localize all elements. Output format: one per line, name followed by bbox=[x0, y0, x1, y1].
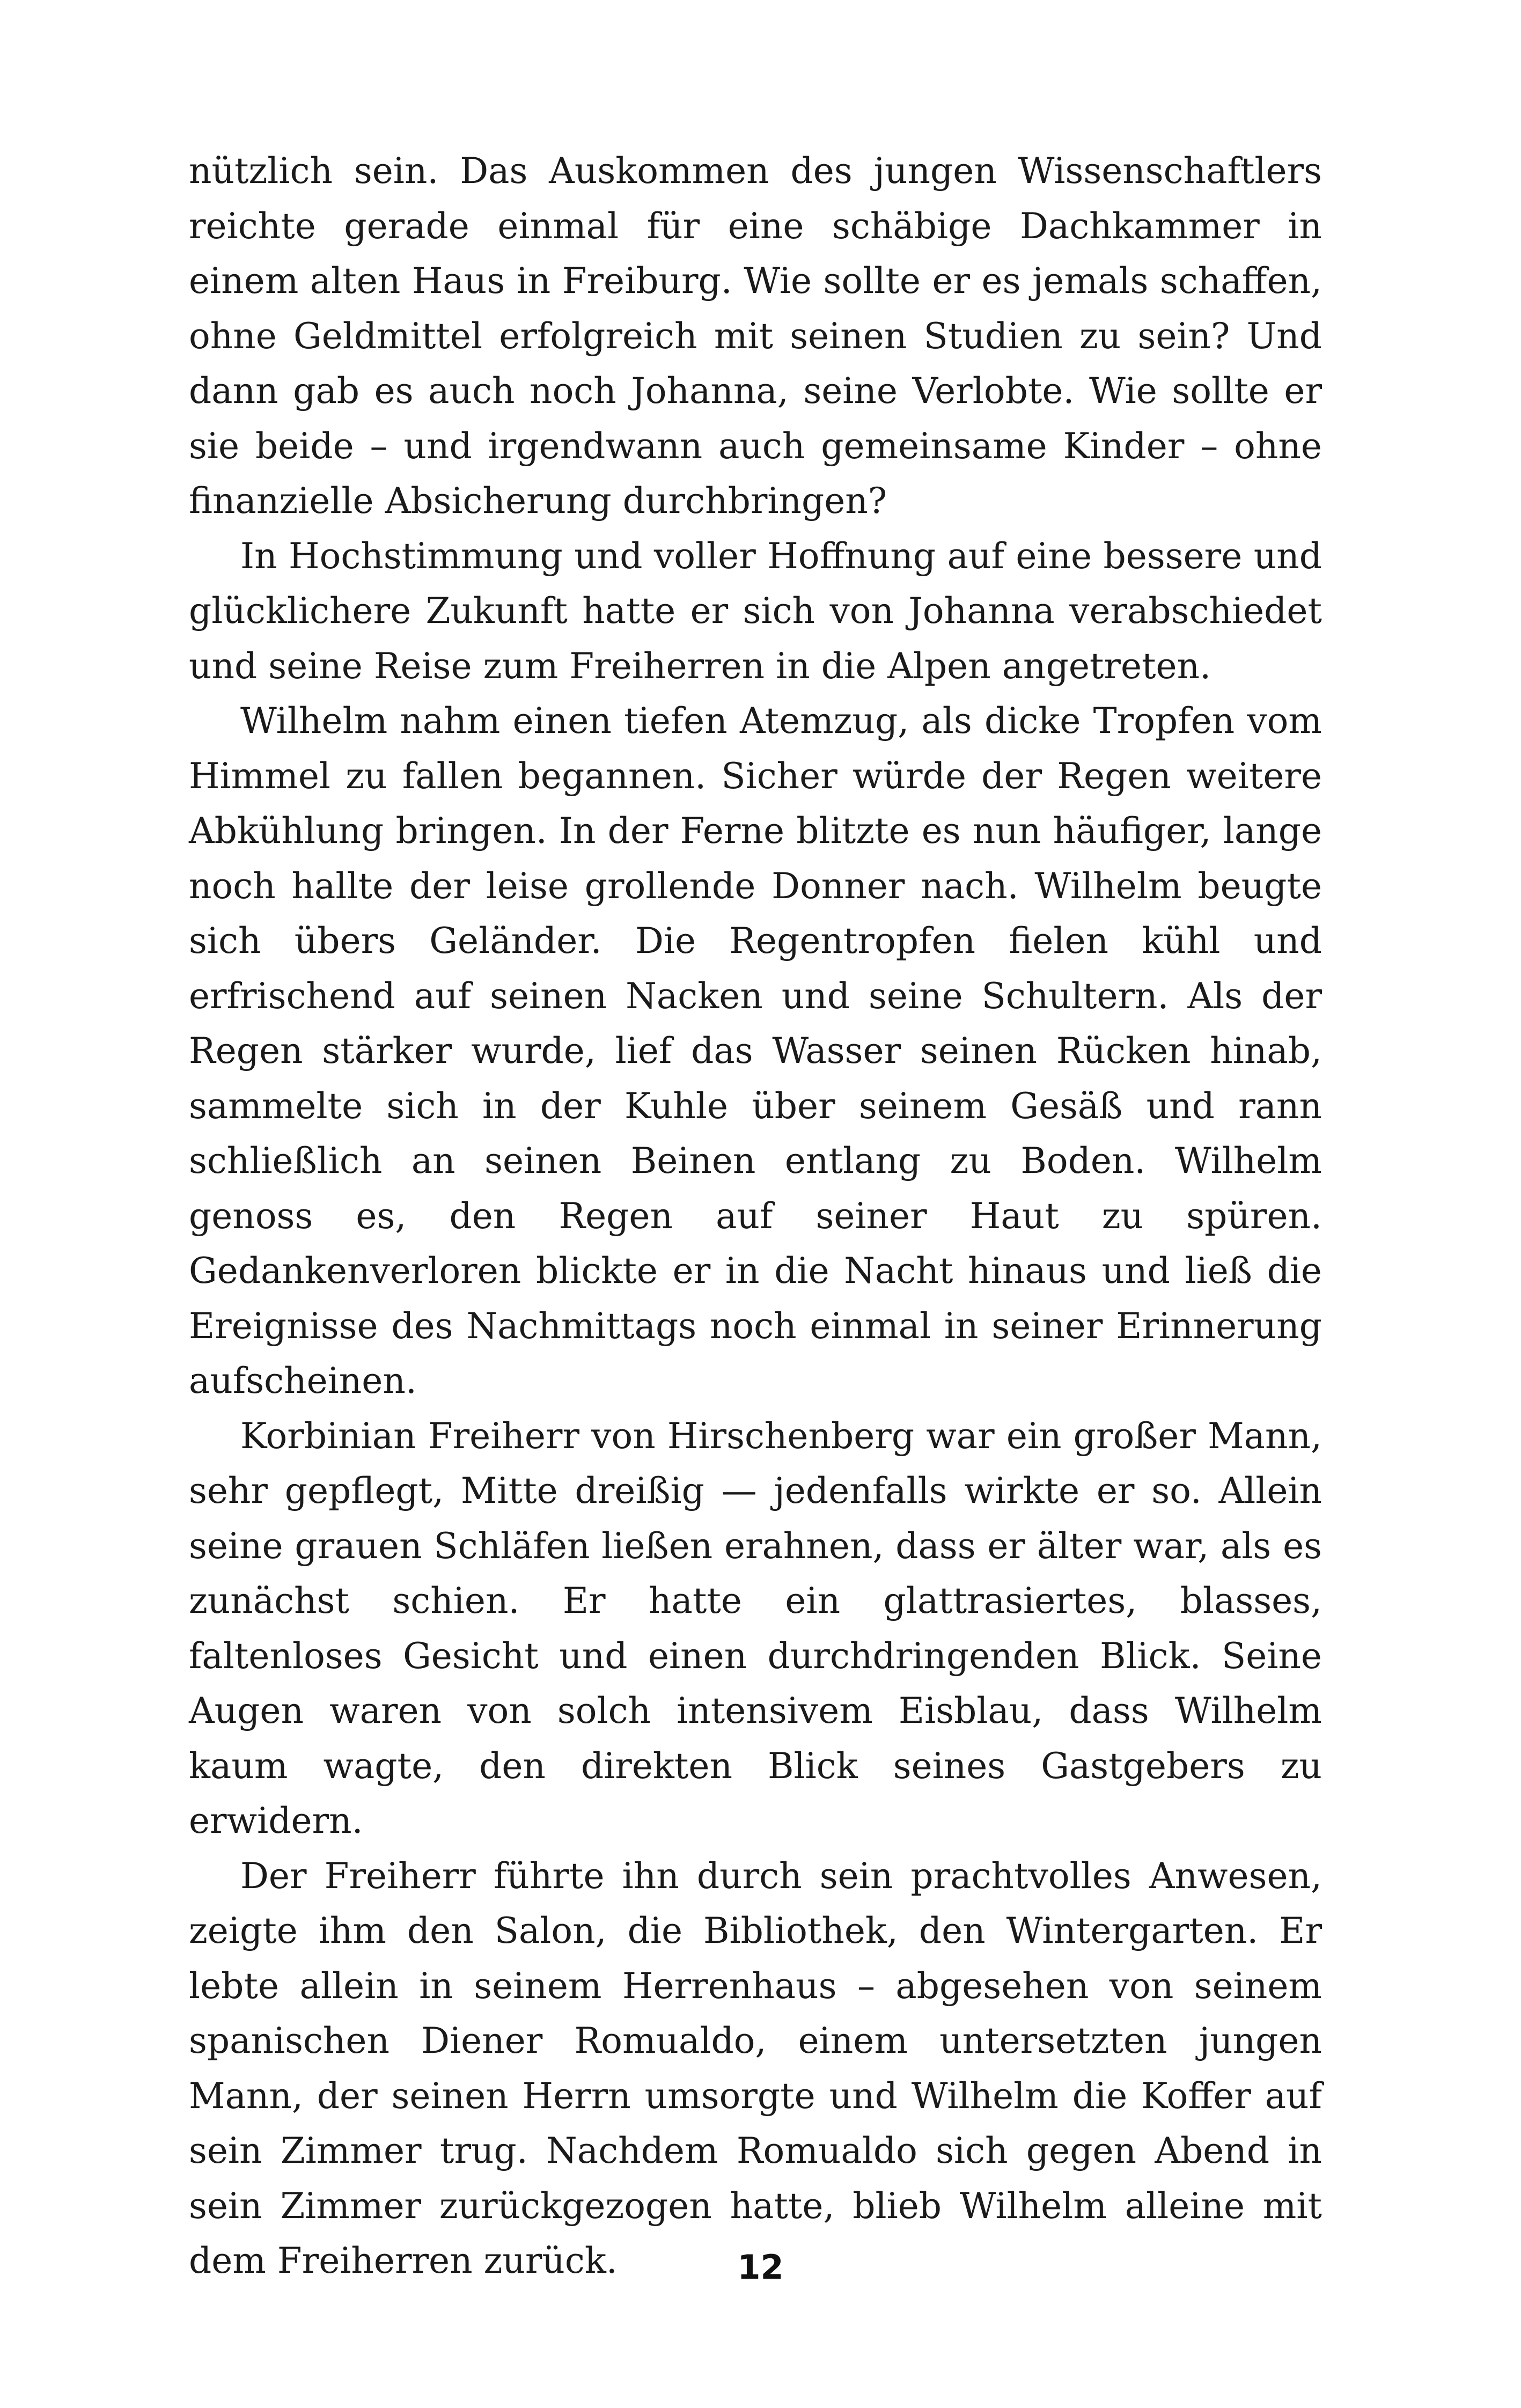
paragraph-5: Der Freiherr führte ihn durch sein prachtvolles Anwesen, zeigte ihm den Salon, die Bibliothek, den Wintergarten. Er lebte allein in seinem Herrenhaus – abgesehen von seinem spanischen Diener Romualdo, einem untersetzten jungen Mann, der seinen Herrn umsorgte und Wilhelm die Koffer auf sein Zimmer trug. Nachdem Romualdo sich gegen Abend in sein Zimmer zurückgezogen hatte, blieb Wilhelm alleine mit dem Freiherren zurück. bbox=[189, 1855, 1322, 2281]
paragraph-2: In Hochstimmung und voller Hoffnung auf eine bessere und glücklichere Zukunft hatte er sich von Johanna verabschiedet und seine Reise zum Freiherren in die Alpen angetreten. bbox=[189, 535, 1322, 687]
body-text bbox=[189, 144, 1322, 2289]
paragraph-3: Wilhelm nahm einen tiefen Atemzug, als dicke Tropfen vom Himmel zu fallen begannen. Sicher würde der Regen weitere Abkühlung bringen. In der Ferne blitzte es nun häufiger, lange noch hallte der leise grollende Donner nach. Wilhelm beugte sich übers Geländer. Die Regentropfen fielen kühl und erfrischend auf seinen Nacken und seine Schultern. Als der Regen stärker wurde, lief das Wasser seinen Rücken hinab, sammelte sich in der Kuhle über seinem Gesäß und rann schließlich an seinen Beinen entlang zu Boden. Wilhelm genoss es, den Regen auf seiner Haut zu spüren. Gedankenverloren blickte er in die Nacht hinaus und ließ die Ereignisse des Nachmittags noch einmal in seiner Erinnerung aufscheinen. bbox=[189, 700, 1322, 1401]
paragraph-1: nützlich sein. Das Auskommen des jungen Wissenschaftlers reichte gerade einmal für eine schäbige Dachkammer in einem alten Haus in Freiburg. Wie sollte er es jemals schaffen, ohne Geldmittel erfolgreich mit seinen Studien zu sein? Und dann gab es auch noch Johanna, seine Verlobte. Wie sollte er sie beide – und irgendwann auch gemeinsame Kinder – ohne finanzielle Absicherung durchbringen? bbox=[189, 150, 1322, 522]
page-number: 12 bbox=[737, 2248, 784, 2287]
paragraph-4: Korbinian Freiherr von Hirschenberg war ein großer Mann, sehr gepflegt, Mitte dreißig — jedenfalls wirkte er so. Allein seine grauen Schläfen ließen erahnen, dass er älter war, als es zunächst schien. Er hatte ein glattrasiertes, blasses, faltenloses Gesicht und einen durchdringenden Blick. Seine Augen waren von solch intensivem Eisblau, dass Wilhelm kaum wagte, den direkten Blick seines Gastgebers zu erwidern. bbox=[189, 1415, 1322, 1841]
